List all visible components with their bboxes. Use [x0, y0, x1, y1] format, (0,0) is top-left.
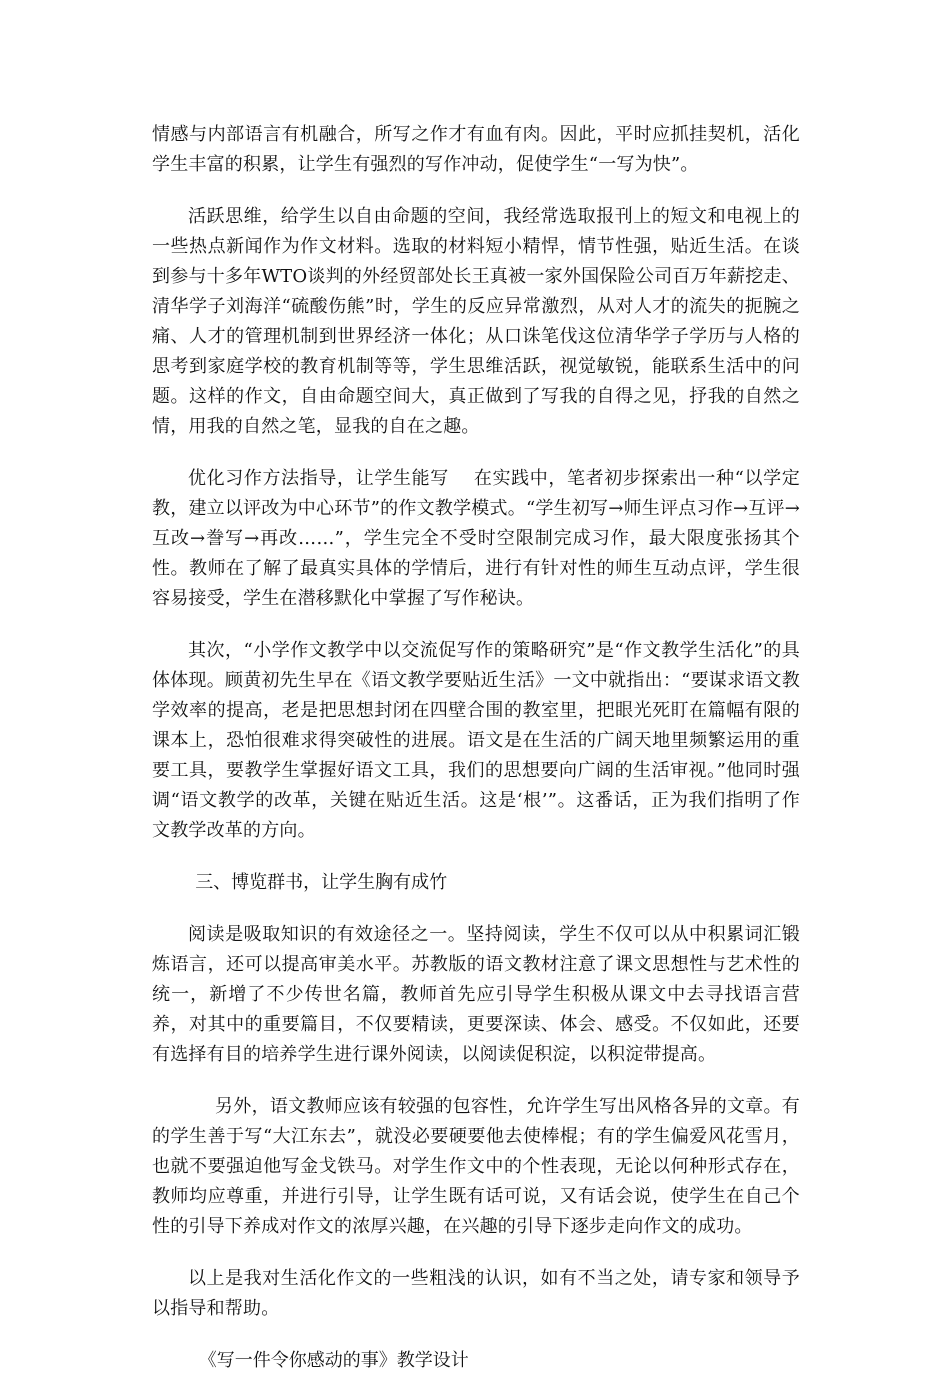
section-heading: 三、博览群书，让学生胸有成竹: [195, 872, 448, 893]
paragraph-7: 以上是我对生活化作文的一些粗浅的认识，如有不当之处，请专家和领导予以指导和帮助。: [152, 1268, 800, 1319]
paragraph-4: 其次，“小学作文教学中以交流促写作的策略研究”是“作文教学生活化”的具体体现。顾黄初先生早在《语文教学要贴近生活》一文中就指出：“要谋求语文教学效率的提高，老是把思想封闭在四壁合围的教室里，把眼光死盯在篇幅有限的课本上，恐怕很难求得突破性的进展。语文是在生活的广阔天地里频繁运用的重要工具，要教学生掌握好语文工具，我们的思想要向广阔的生活审视。”他同时强调“语文教学的改革，关键在贴近生活。这是‘根’”。这番话，正为我们指明了作文教学改革的方向。: [152, 640, 800, 841]
paragraph-3: 优化习作方法指导，让学生能写 在实践中，笔者初步探索出一种“以学定教，建立以评改为中心环节”的作文教学模式。“学生初写→师生评点习作→互评→互改→誊写→再改……”，学生完全不受时空限制完成习作，最大限度张扬其个性。教师在了解了最真实具体的学情后，进行有针对性的师生互动点评，学生很容易接受，学生在潜移默化中掌握了写作秘诀。: [152, 468, 800, 609]
document-body: [152, 120, 800, 1376]
paragraph-1: 情感与内部语言有机融合，所写之作才有血有肉。因此，平时应抓挂契机，活化学生丰富的积累，让学生有强烈的写作冲动，促使学生“一写为快”。: [152, 124, 800, 175]
paragraph-5: 阅读是吸取知识的有效途径之一。坚持阅读，学生不仅可以从中积累词汇锻炼语言，还可以提高审美水平。苏教版的语文教材注意了课文思想性与艺术性的统一，新增了不少传世名篇，教师首先应引导学生积极从课文中去寻找语言营养，对其中的重要篇目，不仅要精读，更要深读、体会、感受。不仅如此，还要有选择有目的培养学生进行课外阅读，以阅读促积淀，以积淀带提高。: [152, 924, 800, 1065]
paragraph-6: 另外，语文教师应该有较强的包容性，允许学生写出风格各异的文章。有的学生善于写“大江东去”，就没必要硬要他去使棒棍；有的学生偏爱风花雪月，也就不要强迫他写金戈铁马。对学生作文中的个性表现，无论以何种形式存在，教师均应尊重，并进行引导，让学生既有话可说，又有话会说，使学生在自己个性的引导下养成对作文的浓厚兴趣，在兴趣的引导下逐步走向作文的成功。: [152, 1096, 800, 1237]
lesson-plan-title: 《写一件令你感动的事》教学设计: [198, 1350, 469, 1371]
paragraph-2: 活跃思维，给学生以自由命题的空间，我经常选取报刊上的短文和电视上的一些热点新闻作为作文材料。选取的材料短小精悍，情节性强，贴近生活。在谈到参与十多年WTO谈判的外经贸部处长王真被一家外国保险公司百万年薪挖走、清华学子刘海洋“硫酸伤熊”时，学生的反应异常激烈，从对人才的流失的扼腕之痛、人才的管理机制到世界经济一体化；从口诛笔伐这位清华学子学历与人格的思考到家庭学校的教育机制等等，学生思维活跃，视觉敏锐，能联系生活中的问题。这样的作文，自由命题空间大，真正做到了写我的自得之见，抒我的自然之情，用我的自然之笔，显我的自在之趣。: [152, 206, 800, 437]
